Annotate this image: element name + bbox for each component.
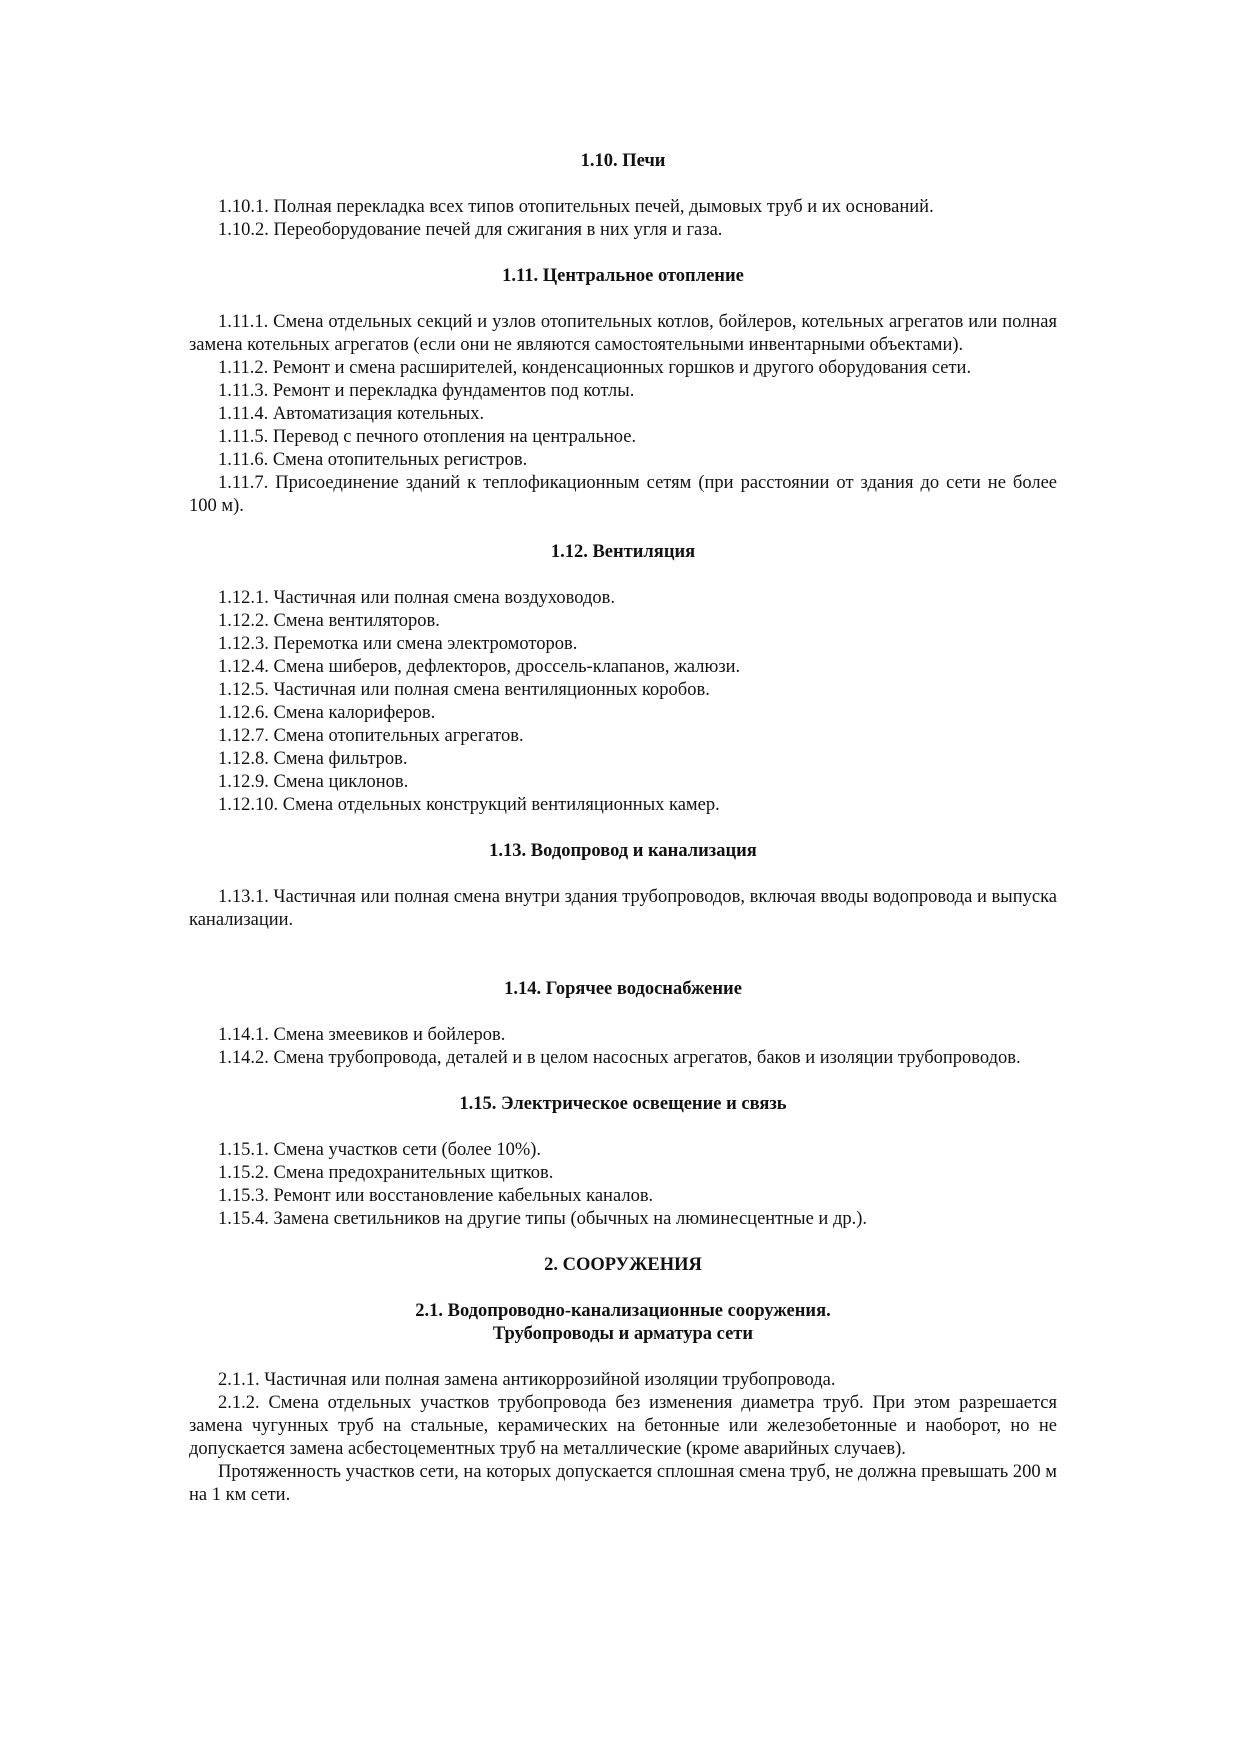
paragraph-1-15-2: 1.15.2. Смена предохранительных щитков.: [218, 1163, 554, 1183]
paragraph-1-12-3: 1.12.3. Перемотка или смена электромоторов.: [218, 634, 578, 654]
paragraph-1-12-4: 1.12.4. Смена шиберов, дефлекторов, дроссель-клапанов, жалюзи.: [218, 657, 741, 677]
paragraph-2-1-2: 2.1.2. Смена отдельных участков трубопровода без изменения диаметра труб. При этом разрешается замена чугунных труб на стальные, керамических на бетонные или железобетонные и наоборот, но не допускается замена асбестоцементных труб на металлические (кроме аварийных случаев).: [189, 1393, 1057, 1459]
paragraph-1-12-10: 1.12.10. Смена отдельных конструкций вентиляционных камер.: [218, 795, 720, 815]
section-heading-2-1-line1: 2.1. Водопроводно-канализационные сооружения.: [415, 1301, 831, 1321]
paragraph-1-10-2: 1.10.2. Переоборудование печей для сжигания в них угля и газа.: [218, 220, 723, 240]
paragraph-1-12-6: 1.12.6. Смена калориферов.: [218, 703, 436, 723]
paragraph-1-11-1: 1.11.1. Смена отдельных секций и узлов отопительных котлов, бойлеров, котельных агрегатов или полная замена котельных агрегатов (если они не являются самостоятельными инвентарными объектами).: [189, 312, 1057, 355]
paragraph-1-12-1: 1.12.1. Частичная или полная смена воздуховодов.: [218, 588, 616, 608]
paragraph-1-11-7: 1.11.7. Присоединение зданий к теплофикационным сетям (при расстоянии от здания до сети не более 100 м).: [189, 473, 1057, 516]
paragraph-1-11-6: 1.11.6. Смена отопительных регистров.: [218, 450, 528, 470]
paragraph-1-11-2: 1.11.2. Ремонт и смена расширителей, конденсационных горшков и другого оборудования сети.: [218, 358, 972, 378]
paragraph-1-11-3: 1.11.3. Ремонт и перекладка фундаментов под котлы.: [218, 381, 635, 401]
paragraph-1-13-1: 1.13.1. Частичная или полная смена внутри здания трубопроводов, включая вводы водопровода и выпуска канализации.: [189, 887, 1057, 930]
paragraph-1-14-1: 1.14.1. Смена змеевиков и бойлеров.: [218, 1025, 506, 1045]
paragraph-1-12-2: 1.12.2. Смена вентиляторов.: [218, 611, 440, 631]
paragraph-1-12-9: 1.12.9. Смена циклонов.: [218, 772, 409, 792]
paragraph-1-11-4: 1.11.4. Автоматизация котельных.: [218, 404, 485, 424]
paragraph-1-15-1: 1.15.1. Смена участков сети (более 10%).: [218, 1140, 542, 1160]
paragraph-1-12-5: 1.12.5. Частичная или полная смена вентиляционных коробов.: [218, 680, 710, 700]
document-body: [189, 150, 1057, 1507]
paragraph-1-12-8: 1.12.8. Смена фильтров.: [218, 749, 408, 769]
section-heading-1-13: 1.13. Водопровод и канализация: [489, 841, 757, 861]
paragraph-1-15-3: 1.15.3. Ремонт или восстановление кабельных каналов.: [218, 1186, 654, 1206]
paragraph-1-14-2: 1.14.2. Смена трубопровода, деталей и в целом насосных агрегатов, баков и изоляции трубопроводов.: [218, 1048, 1021, 1068]
section-heading-1-12: 1.12. Вентиляция: [550, 542, 696, 562]
paragraph-2-1-1: 2.1.1. Частичная или полная замена антикоррозийной изоляции трубопровода.: [218, 1370, 836, 1390]
section-heading-1-10: 1.10. Печи: [580, 151, 666, 171]
section-heading-1-11: 1.11. Центральное отопление: [502, 266, 744, 286]
paragraph-1-15-4: 1.15.4. Замена светильников на другие типы (обычных на люминесцентные и др.).: [218, 1209, 868, 1229]
paragraph-1-11-5: 1.11.5. Перевод с печного отопления на центральное.: [218, 427, 637, 447]
section-heading-2-1-line2: Трубопроводы и арматура сети: [492, 1324, 754, 1344]
paragraph-2-1-2-note: Протяженность участков сети, на которых допускается сплошная смена труб, не должна превышать 200 м на 1 км сети.: [189, 1462, 1057, 1505]
section-heading-1-14: 1.14. Горячее водоснабжение: [504, 979, 742, 999]
paragraph-1-12-7: 1.12.7. Смена отопительных агрегатов.: [218, 726, 524, 746]
chapter-heading-2: 2. СООРУЖЕНИЯ: [544, 1255, 702, 1275]
paragraph-1-10-1: 1.10.1. Полная перекладка всех типов отопительных печей, дымовых труб и их оснований.: [218, 197, 934, 217]
section-heading-1-15: 1.15. Электрическое освещение и связь: [459, 1094, 787, 1114]
